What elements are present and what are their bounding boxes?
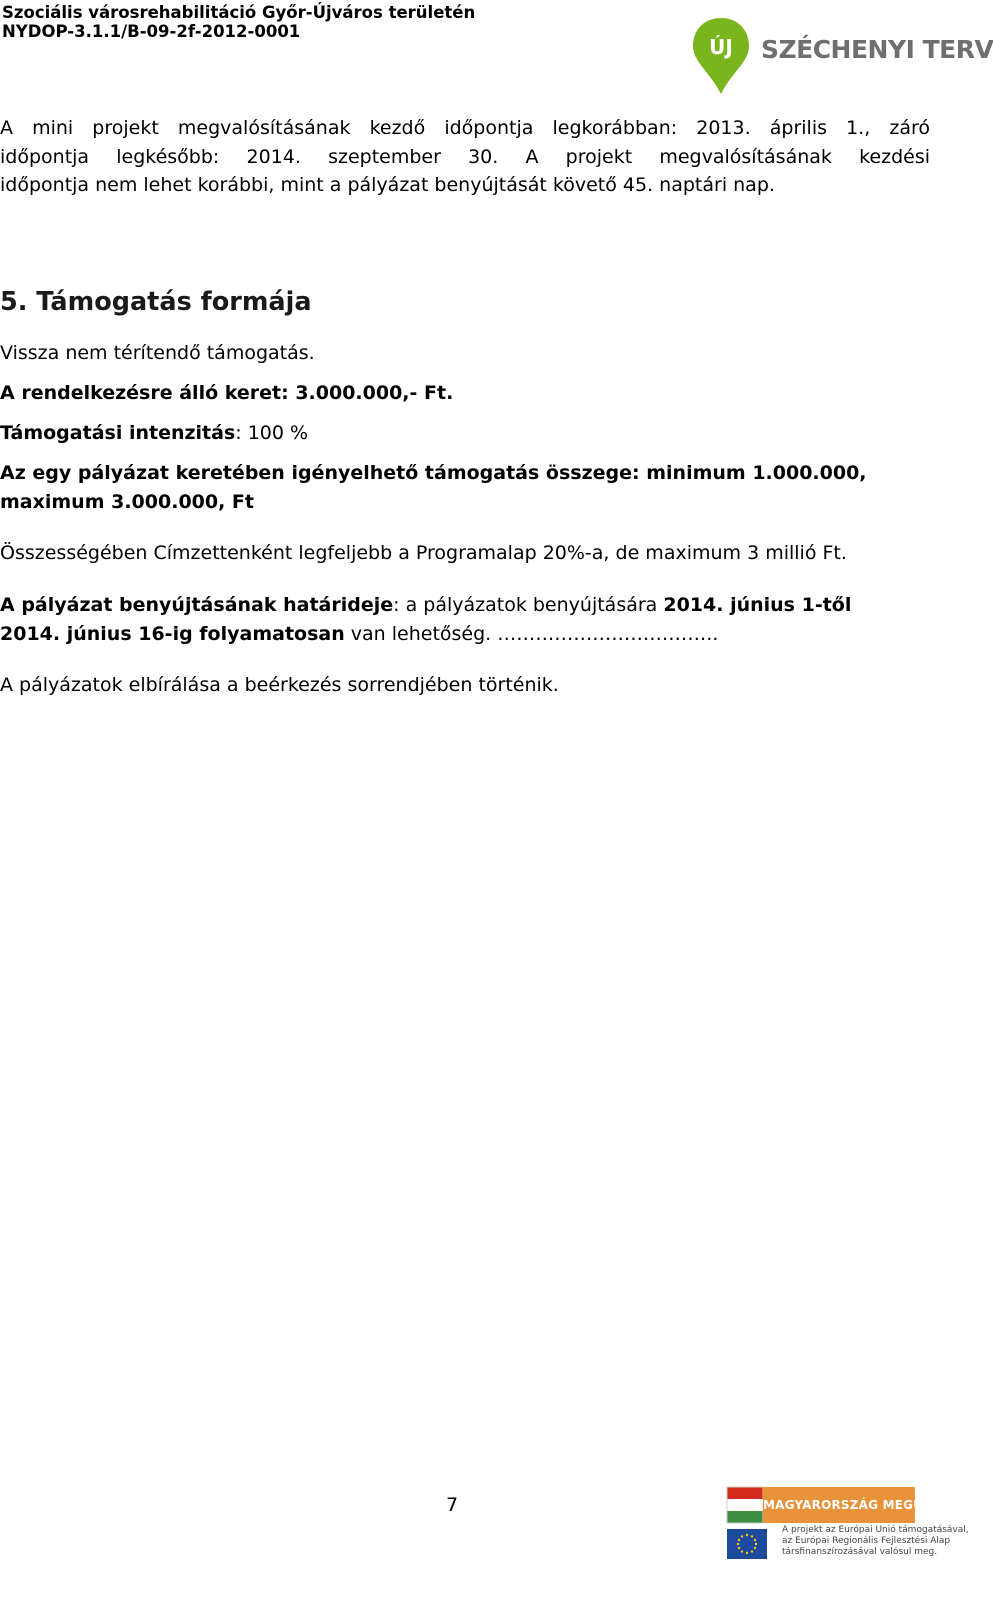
eu-text-line-2: az Európai Regionális Fejlesztési Alap xyxy=(782,1536,951,1546)
evaluation-line: A pályázatok elbírálása a beérkezés sorrendjében történik. xyxy=(0,674,559,696)
amount-line-2: maximum 3.000.000, Ft xyxy=(0,490,254,513)
footer-banner: MAGYARORSZÁG MEGÚJUL xyxy=(763,1487,915,1523)
document-header xyxy=(2,3,475,41)
amount-paragraph xyxy=(0,459,930,516)
eu-funding-text xyxy=(782,1525,969,1558)
section-heading: 5. Támogatás formája xyxy=(0,287,312,317)
eu-flag-icon xyxy=(727,1529,767,1559)
intro-line-2: időpontja legkésőbb: 2014. szeptember 30. A projekt megvalósításának kezdési xyxy=(0,145,930,168)
deadline-to: 2014. június 16-ig folyamatosan xyxy=(0,622,345,645)
intensity-value: : 100 % xyxy=(235,422,309,444)
amount-line-1: Az egy pályázat keretében igényelhető támogatás összege: minimum 1.000.000, xyxy=(0,462,867,484)
intro-paragraph xyxy=(0,114,930,200)
eu-text-line-1: A projekt az Európai Unió támogatásával, xyxy=(782,1525,969,1535)
page-number: 7 xyxy=(446,1494,459,1516)
support-type: Vissza nem térítendő támogatás. xyxy=(0,342,315,364)
intensity-line xyxy=(0,419,930,448)
deadline-from: 2014. június 1-től xyxy=(663,594,852,616)
header-project-code: NYDOP-3.1.1/B-09-2f-2012-0001 xyxy=(2,22,301,41)
intro-line-3: időpontja nem lehet korábbi, mint a pályázat benyújtását követő 45. naptári nap. xyxy=(0,174,775,196)
deadline-mid: : a pályázatok benyújtására xyxy=(393,594,664,616)
deadline-label: A pályázat benyújtásának határideje xyxy=(0,594,394,616)
logo-brand-text: SZÉCHENYI TERV xyxy=(761,35,993,64)
intensity-label: Támogatási intenzitás xyxy=(0,422,236,444)
intro-line-1: A mini projekt megvalósításának kezdő időpontja legkorábban: 2013. április 1., záró xyxy=(0,117,930,139)
footer-logo xyxy=(727,1487,969,1599)
budget-line: A rendelkezésre álló keret: 3.000.000,- Ft. xyxy=(0,382,454,404)
map-pin-icon xyxy=(690,16,752,96)
eu-text-line-3: társfinanszírozásával valósul meg. xyxy=(782,1547,938,1557)
deadline-tail: van lehetőség. …………………………….. xyxy=(344,622,719,645)
total-line: Összességében Címzettenként legfeljebb a Programalap 20%-a, de maximum 3 millió Ft. xyxy=(0,542,847,564)
szechenyi-terv-logo xyxy=(690,16,993,96)
header-title: Szociális városrehabilitáció Győr-Újváros területén xyxy=(2,3,476,22)
pin-text: ÚJ xyxy=(709,35,733,59)
deadline-paragraph xyxy=(0,591,930,648)
hungarian-flag-icon xyxy=(727,1487,763,1523)
